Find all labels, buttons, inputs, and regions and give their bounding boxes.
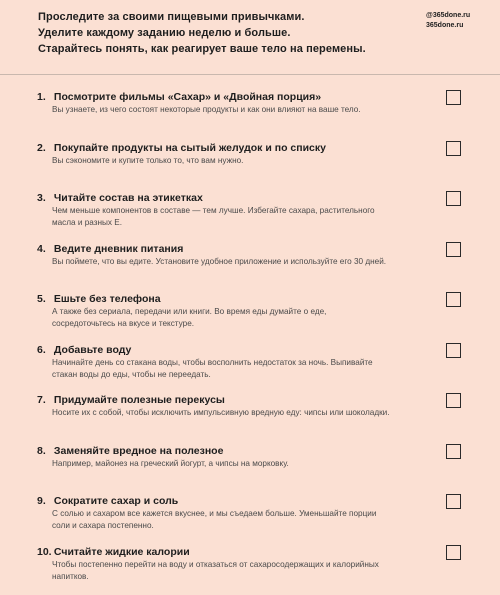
item-description: Начинайте день со стакана воды, чтобы восполнить недостаток за ночь. Выпивайте стакан воды до еды, чтобы не переедать.: [52, 357, 392, 381]
item-title-text: Посмотрите фильмы «Сахар» и «Двойная порция»: [54, 91, 321, 103]
checklist-item: [37, 90, 467, 141]
item-number: 1.: [37, 90, 51, 104]
item-checkbox[interactable]: [446, 90, 461, 105]
item-description: Носите их с собой, чтобы исключить импульсивную вредную еду: чипсы или шоколадки.: [52, 407, 392, 419]
item-title-text: Сократите сахар и соль: [54, 495, 178, 507]
brand-site: 365done.ru: [426, 21, 486, 31]
item-number: 7.: [37, 393, 51, 407]
checklist-item: [37, 141, 467, 192]
intro-text: [38, 9, 398, 57]
item-description: Чтобы постепенно перейти на воду и отказаться от сахаросодержащих и калорийных напитков.: [52, 559, 392, 583]
item-number: 10.: [37, 545, 51, 559]
item-checkbox[interactable]: [446, 242, 461, 257]
item-title-text: Заменяйте вредное на полезное: [54, 445, 224, 457]
item-checkbox[interactable]: [446, 545, 461, 560]
item-description: Например, майонез на греческий йогурт, а чипсы на морковку.: [52, 458, 392, 470]
item-number: 6.: [37, 343, 51, 357]
item-checkbox[interactable]: [446, 292, 461, 307]
item-title: [37, 141, 467, 155]
divider: [0, 74, 500, 75]
brand-credit: [426, 11, 486, 31]
item-number: 8.: [37, 444, 51, 458]
item-checkbox[interactable]: [446, 494, 461, 509]
item-checkbox[interactable]: [446, 191, 461, 206]
brand-handle: @365done.ru: [426, 11, 486, 21]
item-number: 4.: [37, 242, 51, 256]
checklist-item: [37, 343, 467, 394]
item-title: [37, 90, 467, 104]
item-title-text: Ведите дневник питания: [54, 243, 183, 255]
item-checkbox[interactable]: [446, 393, 461, 408]
item-description: А также без сериала, передачи или книги. Во время еды думайте о еде, сосредоточьтесь на вкусе и текстуре.: [52, 306, 392, 330]
checklist-item: [37, 494, 467, 545]
intro-line-3: Старайтесь понять, как реагирует ваше тело на перемены.: [38, 41, 398, 57]
item-description: Вы сэкономите и купите только то, что вам нужно.: [52, 155, 392, 167]
item-title: [37, 292, 467, 306]
item-title-text: Придумайте полезные перекусы: [54, 394, 225, 406]
checklist-item: [37, 191, 467, 242]
item-description: С солью и сахаром все кажется вкуснее, и мы съедаем больше. Уменьшайте порции соли и сахара постепенно.: [52, 508, 392, 532]
item-title-text: Считайте жидкие калории: [54, 546, 190, 558]
item-description: Вы поймете, что вы едите. Установите удобное приложение и используйте его 30 дней.: [52, 256, 392, 268]
habit-checklist: [37, 90, 467, 595]
item-title-text: Добавьте воду: [54, 344, 131, 356]
item-description: Вы узнаете, из чего состоят некоторые продукты и как они влияют на ваше тело.: [52, 104, 392, 116]
item-checkbox[interactable]: [446, 444, 461, 459]
item-number: 2.: [37, 141, 51, 155]
item-number: 5.: [37, 292, 51, 306]
item-title: [37, 242, 467, 256]
item-number: 3.: [37, 191, 51, 205]
item-title: [37, 545, 467, 559]
checklist-item: [37, 242, 467, 293]
item-title: [37, 191, 467, 205]
checklist-item: [37, 292, 467, 343]
checklist-item: [37, 545, 467, 595]
item-checkbox[interactable]: [446, 141, 461, 156]
item-number: 9.: [37, 494, 51, 508]
checklist-item: [37, 444, 467, 495]
item-checkbox[interactable]: [446, 343, 461, 358]
intro-line-1: Проследите за своими пищевыми привычками.: [38, 9, 398, 25]
item-description: Чем меньше компонентов в составе — тем лучше. Избегайте сахара, растительного масла и разных Е.: [52, 205, 392, 229]
item-title-text: Читайте состав на этикетках: [54, 192, 203, 204]
checklist-item: [37, 393, 467, 444]
item-title-text: Покупайте продукты на сытый желудок и по списку: [54, 142, 326, 154]
item-title: [37, 393, 467, 407]
item-title-text: Ешьте без телефона: [54, 293, 161, 305]
item-title: [37, 444, 467, 458]
intro-line-2: Уделите каждому заданию неделю и больше.: [38, 25, 398, 41]
item-title: [37, 343, 467, 357]
item-title: [37, 494, 467, 508]
